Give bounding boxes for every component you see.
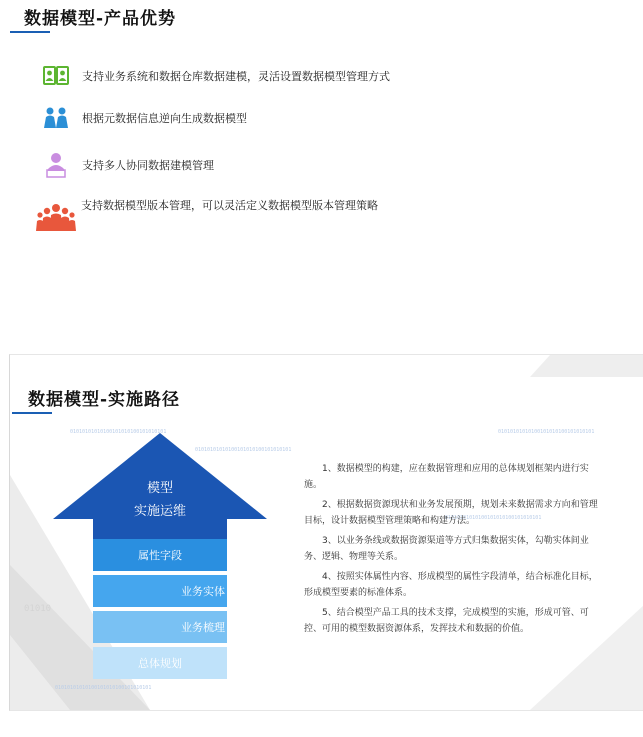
two-people-icon bbox=[42, 104, 70, 132]
feature-text: 根据元数据信息逆向生成数据模型 bbox=[82, 112, 247, 125]
feature-text: 支持数据模型版本管理，可以灵活定义数据模型版本管理策略 bbox=[81, 199, 378, 212]
feature-text: 支持多人协同数据建模管理 bbox=[82, 159, 214, 172]
layer-label: 总体规划 bbox=[138, 657, 182, 670]
description-text bbox=[304, 461, 604, 641]
layer-label: 属性字段 bbox=[138, 549, 182, 562]
binary-decoration: 01010101010100101010100101010101 bbox=[195, 447, 292, 453]
section-title: 数据模型-实施路径 bbox=[28, 390, 181, 410]
layer-business-analysis bbox=[93, 611, 227, 643]
binary-decoration: 01010101010100101010100101010101 bbox=[55, 685, 152, 691]
feature-item bbox=[42, 103, 247, 133]
team-icon bbox=[36, 201, 76, 233]
binary-decoration: 01010101010100101010100101010101 bbox=[498, 429, 595, 435]
page-title: 数据模型-产品优势 bbox=[24, 9, 177, 29]
paragraph: 5、结合模型产品工具的技术支撑，完成模型的实施，形成可管、可控、可用的模型数据资源体系，发挥技术和数据的价值。 bbox=[304, 608, 589, 634]
title-underline bbox=[10, 31, 50, 33]
paragraph: 3、以业务条线或数据资源渠道等方式归集数据实体，勾勒实体间业务、逻辑、物理等关系。 bbox=[304, 536, 589, 562]
paragraph: 1、数据模型的构建，应在数据管理和应用的总体规划框架内进行实施。 bbox=[304, 464, 589, 490]
arrow-label-top: 模型 bbox=[146, 481, 173, 496]
feature-item bbox=[42, 150, 214, 180]
feature-item bbox=[42, 61, 390, 91]
layer-business-entity bbox=[93, 575, 227, 607]
binary-decoration: 01010101010100101010100101010101 bbox=[445, 515, 542, 521]
title-underline bbox=[12, 412, 52, 414]
layer-label: 业务实体 bbox=[181, 585, 225, 598]
paragraph: 2、根据数据资源现状和业务发展预期，规划未来数据需求方向和管理目标，设计数据模型管理策略和构建方法。 bbox=[304, 500, 598, 526]
feature-text: 支持业务系统和数据仓库数据建模，灵活设置数据模型管理方式 bbox=[82, 70, 390, 83]
binary-decoration: 01010 bbox=[24, 604, 52, 614]
paragraph: 4、按照实体属性内容、形成模型的属性字段清单，结合标准化目标，形成模型要素的标准体系。 bbox=[304, 572, 598, 598]
layer-overall-planning bbox=[93, 647, 227, 679]
layer-attribute-fields bbox=[93, 539, 227, 571]
layer-label: 业务梳理 bbox=[181, 621, 225, 634]
binary-decoration: 01010101010100101010100101010101 bbox=[70, 429, 167, 435]
slide-implementation-path bbox=[9, 354, 643, 711]
user-laptop-icon bbox=[42, 151, 70, 179]
arrow-label-bottom: 实施运维 bbox=[133, 504, 186, 519]
people-cards-icon bbox=[42, 62, 70, 90]
